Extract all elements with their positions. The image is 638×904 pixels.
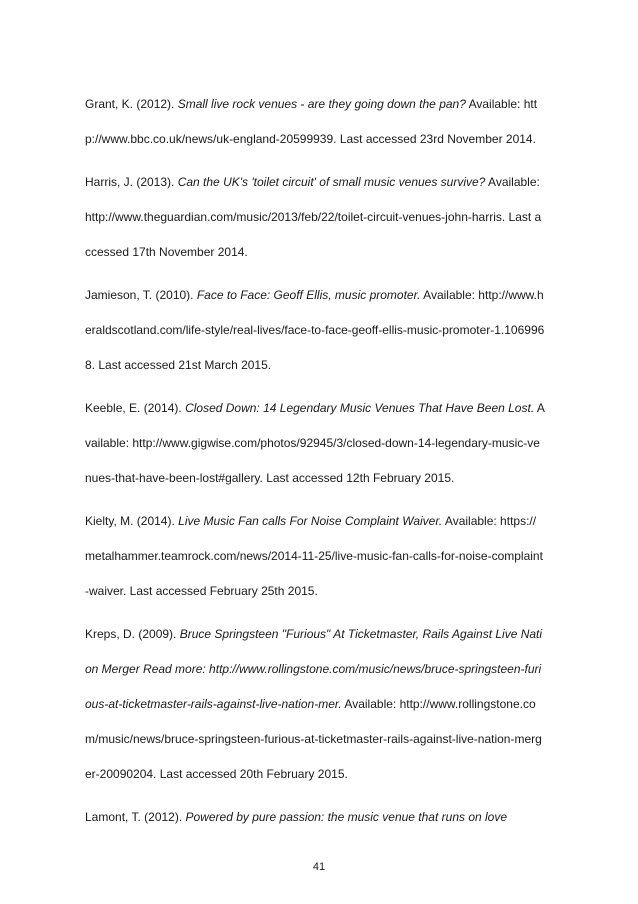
reference-title: Closed Down: 14 Legendary Music Venues That Have Been Lost. <box>185 401 535 415</box>
reference-entry <box>85 278 545 383</box>
reference-title: Small live rock venues - are they going down the pan? <box>177 97 466 111</box>
reference-entry <box>85 800 545 835</box>
reference-author: Keeble, E. (2014). <box>85 401 186 415</box>
reference-list <box>85 87 545 843</box>
reference-title: Bruce Springsteen "Furious" At Ticketmaster, Rails Against Live Nation Merger Read more: http://www.rollingstone.com/music/news/bruce-springsteen-furious-at-ticketmaster-rails-against-live-nation-mer. <box>85 627 543 711</box>
reference-details: Available: http://www.rollingstone.com/music/news/bruce-springsteen-furious-at-ticketmaster-rails-against-live-nation-merger-20090204. Last accessed 20th February 2015. <box>85 697 542 781</box>
reference-details: Available: https://metalhammer.teamrock.com/news/2014-11-25/live-music-fan-calls-for-noise-complaint-waiver. Last accessed February 25th 2015. <box>85 514 543 598</box>
reference-details: Available: http://www.theguardian.com/music/2013/feb/22/toilet-circuit-venues-john-harris. Last accessed 17th November 2014. <box>85 175 542 259</box>
reference-details: Available: http://www.gigwise.com/photos/92945/3/closed-down-14-legendary-music-venues-that-have-been-lost#gallery. Last accessed 12th February 2015. <box>85 401 545 485</box>
reference-entry <box>85 391 545 496</box>
page-number: 41 <box>312 861 326 873</box>
reference-title: Can the UK's 'toilet circuit' of small music venues survive? <box>177 175 486 189</box>
reference-author: Harris, J. (2013). <box>85 175 178 189</box>
reference-author: Jamieson, T. (2010). <box>85 288 197 302</box>
reference-entry <box>85 165 545 270</box>
reference-author: Kreps, D. (2009). <box>85 627 180 641</box>
reference-author: Kielty, M. (2014). <box>85 514 179 528</box>
reference-details: Available: http://www.heraldscotland.com/life-style/real-lives/face-to-face-geoff-ellis-music-promoter-1.1069968. Last accessed 21st March 2015. <box>85 288 545 372</box>
reference-author: Grant, K. (2012). <box>85 97 178 111</box>
reference-title: Face to Face: Geoff Ellis, music promoter. <box>196 288 421 302</box>
reference-entry <box>85 87 545 157</box>
reference-entry <box>85 504 545 609</box>
reference-details: Available: http://www.bbc.co.uk/news/uk-england-20599939. Last accessed 23rd November 2014. <box>85 97 538 146</box>
reference-title: Live Music Fan calls For Noise Complaint Waiver. <box>178 514 443 528</box>
reference-entry <box>85 617 545 792</box>
reference-author: Lamont, T. (2012). <box>85 810 186 824</box>
reference-title: Powered by pure passion: the music venue that runs on love <box>185 810 508 824</box>
